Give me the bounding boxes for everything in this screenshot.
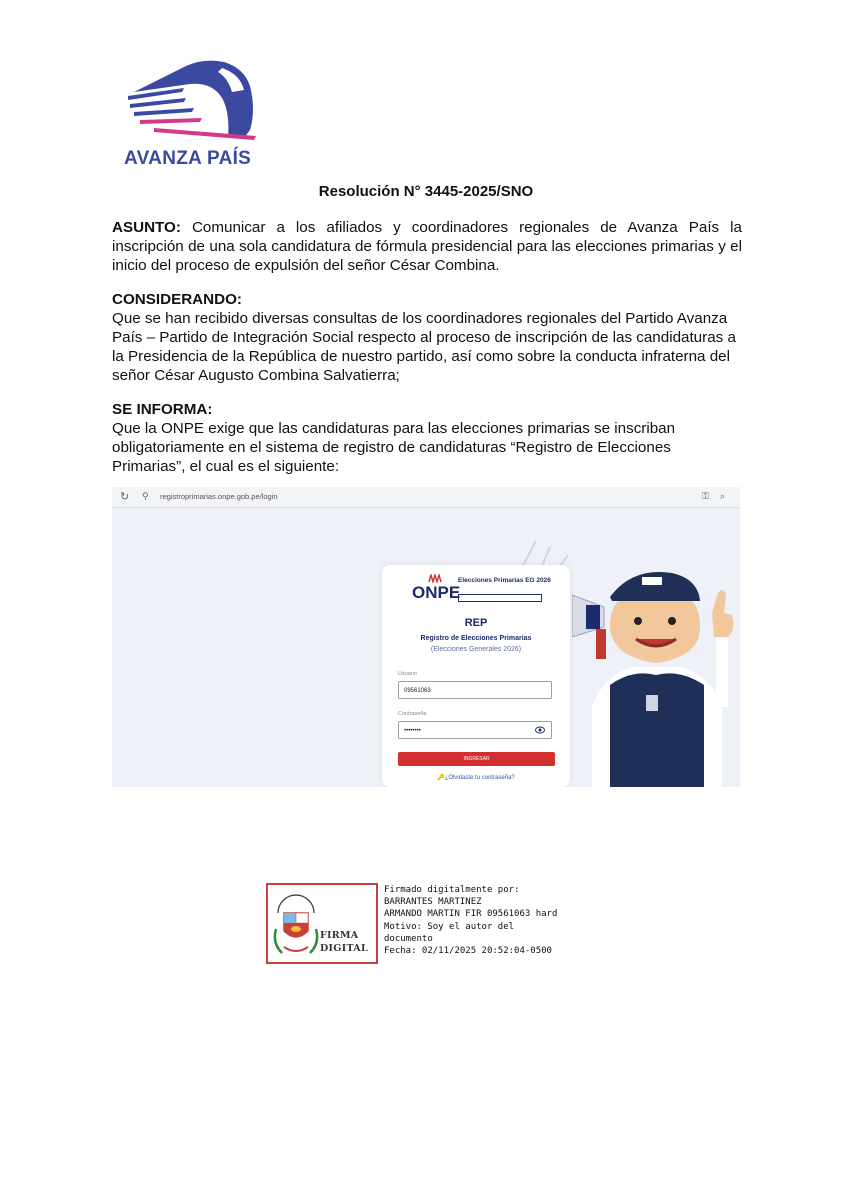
mascot-illustration <box>572 557 740 787</box>
browser-url-bar <box>112 487 740 508</box>
asunto-label: ASUNTO: <box>112 219 181 236</box>
signature-line: ARMANDO MARTIN FIR 09561063 hard <box>384 909 558 920</box>
onpe-logo-text: ONPE <box>412 583 461 602</box>
key-icon: ⚿ <box>702 491 709 501</box>
user-field: 09561063 <box>398 681 552 699</box>
app-short-name: REP <box>464 617 488 629</box>
avanza-pais-logo <box>118 52 268 174</box>
eye-icon <box>535 726 545 734</box>
signature-line: Firmado digitalmente por: <box>384 885 520 895</box>
reload-icon: ↻ <box>120 491 130 503</box>
asunto-text: Comunicar a los afiliados y coordinadores regionales de Avanza País la inscripción de una sola candidatura de fórmula presidencial para las elecciones primarias y el inicio del proceso de expulsión del señor César Combina. <box>112 219 742 274</box>
login-card <box>382 565 570 787</box>
zoom-icon: ⌕ <box>720 491 726 501</box>
asunto-paragraph <box>112 218 742 275</box>
signature-line: Fecha: 02/11/2025 20:52:04-0500 <box>384 946 552 957</box>
considerando-heading: CONSIDERANDO: <box>112 291 242 308</box>
user-label: Usuario <box>398 671 417 677</box>
onpe-login-screenshot <box>112 487 740 787</box>
forgot-password-link: 🔑¿Olvidaste tu contraseña? <box>437 775 515 781</box>
informa-text: Que la ONPE exige que las candidaturas para las elecciones primarias se inscriban obligatoriamente en el sistema de registro de candidaturas “Registro de Elecciones Primarias”, el cual es el siguiente: <box>112 420 676 475</box>
signature-details <box>384 884 557 957</box>
considerando-text: Que se han recibido diversas consultas de los coordinadores regionales del Partido Avanza País – Partido de Integración Social respecto al proceso de inscripción de las candidaturas a la Presidencia de la República de nuestro partido, así como sobre la conducta infraterna del señor César Augusto Combina Salvatierra; <box>112 310 736 384</box>
app-name: Registro de Elecciones Primarias <box>420 635 532 642</box>
key-small-icon: 🔑 <box>437 775 445 781</box>
password-label: Contraseña <box>398 711 427 717</box>
train-logo-icon <box>124 52 264 144</box>
informa-heading: SE INFORMA: <box>112 401 213 418</box>
password-field <box>398 721 552 739</box>
login-button: INGRESAR <box>398 752 555 766</box>
signature-line: Motivo: Soy el autor del <box>384 921 515 932</box>
onpe-mark-icon <box>428 574 442 583</box>
password-value: •••••••• <box>404 728 421 734</box>
url-text: registroprimarias.onpe.gob.pe/login <box>160 492 278 501</box>
site-settings-icon: ⚲ <box>142 491 149 501</box>
logo-text: AVANZA PAÍS <box>124 148 252 169</box>
signature-line: documento <box>384 933 433 944</box>
firma-digital-label: FIRMA DIGITAL <box>320 930 368 954</box>
event-date-box <box>458 594 542 602</box>
resolution-title: Resolución N° 3445-2025/SNO <box>318 183 534 200</box>
digital-signature-stamp <box>266 883 378 964</box>
event-title: Elecciones Primarias EG 2026 <box>458 577 551 584</box>
peru-coat-of-arms-icon <box>272 891 320 957</box>
app-subtitle: (Elecciones Generales 2026) <box>430 646 522 653</box>
signature-line: BARRANTES MARTINEZ <box>384 897 482 908</box>
